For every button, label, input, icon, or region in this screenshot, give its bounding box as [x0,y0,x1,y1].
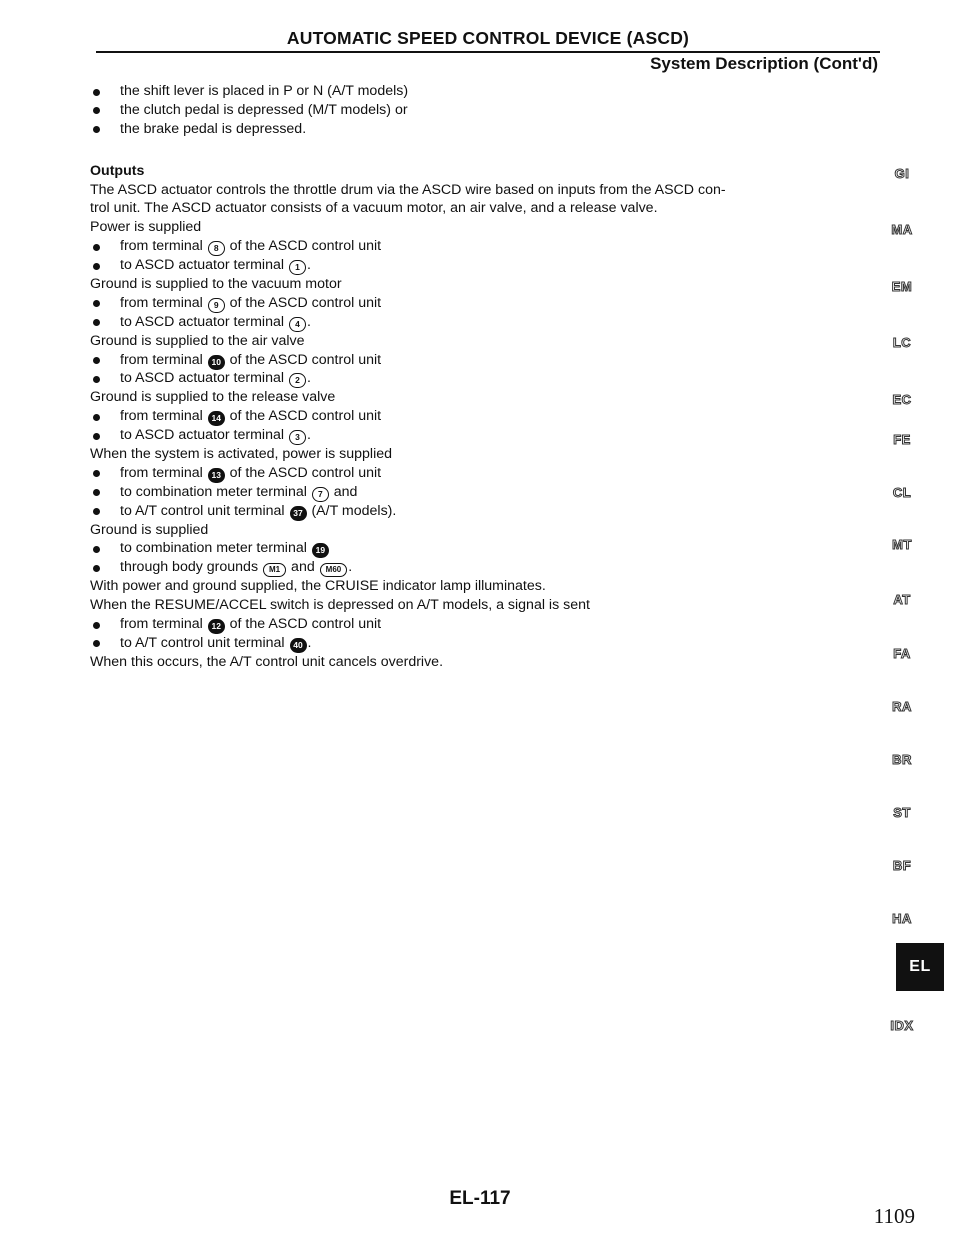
text-run: . [306,427,311,444]
terminal-number-badge: 40 [290,638,307,653]
text-line [90,218,860,237]
text-run: (A/T models). [307,502,397,519]
bullet-item [90,256,860,275]
text-line [90,181,860,200]
section-heading [90,162,860,181]
text-run: the shift lever is placed in P or N (A/T models) [120,83,409,99]
text-run: to ASCD actuator terminal [120,427,288,444]
terminal-number-badge: 12 [208,619,225,634]
section-tab-lc[interactable]: LC [892,335,912,350]
text-line [90,445,860,464]
bullet-item [90,464,860,483]
text-run: from terminal [120,294,207,311]
section-tab-idx[interactable]: IDX [890,1018,914,1033]
title-rule [96,51,880,53]
terminal-number-badge: 3 [289,430,306,445]
text-line [90,275,860,294]
text-run: and [329,483,358,500]
text-run: . [307,634,312,651]
bullet-item [90,558,860,577]
page-number: 1109 [873,1204,915,1228]
text-run: of the ASCD control unit [225,464,382,481]
section-subtitle: System Description (Cont'd) [650,54,878,73]
bullet-item [90,502,860,521]
section-tab-gi[interactable]: GI [894,166,910,181]
terminal-number-badge: 8 [208,241,225,256]
text-run: of the ASCD control unit [225,616,382,633]
section-tab-el[interactable]: EL [896,943,944,991]
text-run: to combination meter terminal [120,540,311,557]
terminal-number-badge: 37 [290,506,307,521]
text-run: . [306,370,311,387]
bullet-item [90,237,860,256]
terminal-number-badge: 19 [312,543,329,558]
text-run: of the ASCD control unit [225,294,382,311]
terminal-number-badge: 7 [312,487,329,502]
section-tab-ma[interactable]: MA [891,222,913,237]
text-line [90,521,860,540]
text-line [90,577,860,596]
section-tab-ec[interactable]: EC [892,392,912,407]
section-tab-ra[interactable]: RA [892,699,912,714]
bullet-item [90,539,860,558]
text-run: through body grounds [120,559,262,576]
text-run: to ASCD actuator terminal [120,313,288,330]
body-text [90,82,860,672]
text-run: . [348,559,353,576]
bullet-item [90,313,860,332]
terminal-number-badge: 9 [208,298,225,313]
section-tab-fa[interactable]: FA [893,646,911,661]
text-run: When this occurs, the A/T control unit cancels overdrive. [90,653,444,670]
section-tab-br[interactable]: BR [892,752,912,767]
text-run: Outputs [90,162,145,179]
text-run: When the system is activated, power is supplied [90,446,393,463]
text-run: the brake pedal is depressed. [120,120,307,137]
text-run: Ground is supplied [90,521,209,538]
text-run: from terminal [120,464,207,481]
terminal-number-badge: 2 [289,373,306,388]
bullet-item [90,426,860,445]
text-run: to ASCD actuator terminal [120,257,288,274]
ground-point-badge: M60 [320,563,348,577]
text-line [90,388,860,407]
bullet-item [90,483,860,502]
section-tab-em[interactable]: EM [891,279,913,294]
text-run: to A/T control unit terminal [120,502,289,519]
text-line [90,332,860,351]
ground-point-badge: M1 [263,563,286,577]
text-run: The ASCD actuator controls the throttle drum via the ASCD wire based on inputs from the ASCD con- [90,181,726,198]
text-run: Ground is supplied to the vacuum motor [90,276,342,293]
text-run: the clutch pedal is depressed (M/T models) or [120,101,408,118]
section-tab-mt[interactable]: MT [892,537,912,552]
text-run: of the ASCD control unit [225,238,382,255]
text-line [90,653,860,672]
bullet-item [90,369,860,388]
terminal-number-badge: 4 [289,317,306,332]
page-title: AUTOMATIC SPEED CONTROL DEVICE (ASCD) [286,28,690,48]
text-run: Power is supplied [90,219,202,236]
page-label: EL-117 [449,1188,511,1209]
text-run: to A/T control unit terminal [120,634,289,651]
section-tab-bf[interactable]: BF [892,858,912,873]
bullet-item [90,120,860,139]
bullet-item [90,82,860,101]
text-run: . [306,313,311,330]
section-tab-at[interactable]: AT [893,592,911,607]
text-run: and [287,559,319,576]
section-tab-ha[interactable]: HA [892,911,912,926]
text-run: When the RESUME/ACCEL switch is depressed on A/T models, a signal is sent [90,597,590,614]
section-tab-cl[interactable]: CL [892,485,912,500]
text-run: to ASCD actuator terminal [120,370,288,387]
section-tab-st[interactable]: ST [893,805,911,820]
bullet-item [90,407,860,426]
text-line [90,199,860,218]
text-run: to combination meter terminal [120,483,311,500]
section-tab-fe[interactable]: FE [893,432,911,447]
text-run: from terminal [120,616,207,633]
terminal-number-badge: 1 [289,260,306,275]
terminal-number-badge: 14 [208,411,225,426]
bullet-item [90,351,860,370]
text-run: Ground is supplied to the release valve [90,389,336,406]
text-run: With power and ground supplied, the CRUISE indicator lamp illuminates. [90,578,546,595]
text-run: from terminal [120,408,207,425]
terminal-number-badge: 10 [208,355,225,370]
paragraph-gap [90,139,860,162]
text-run: from terminal [120,351,207,368]
text-run: of the ASCD control unit [225,351,382,368]
bullet-item [90,615,860,634]
text-line [90,596,860,615]
bullet-item [90,294,860,313]
text-run: Ground is supplied to the air valve [90,332,305,349]
text-run: . [306,257,311,274]
bullet-item [90,101,860,120]
terminal-number-badge: 13 [208,468,225,483]
bullet-item [90,634,860,653]
text-run: trol unit. The ASCD actuator consists of a vacuum motor, an air valve, and a release valve. [90,200,658,217]
text-run: of the ASCD control unit [225,408,382,425]
text-run: from terminal [120,238,207,255]
